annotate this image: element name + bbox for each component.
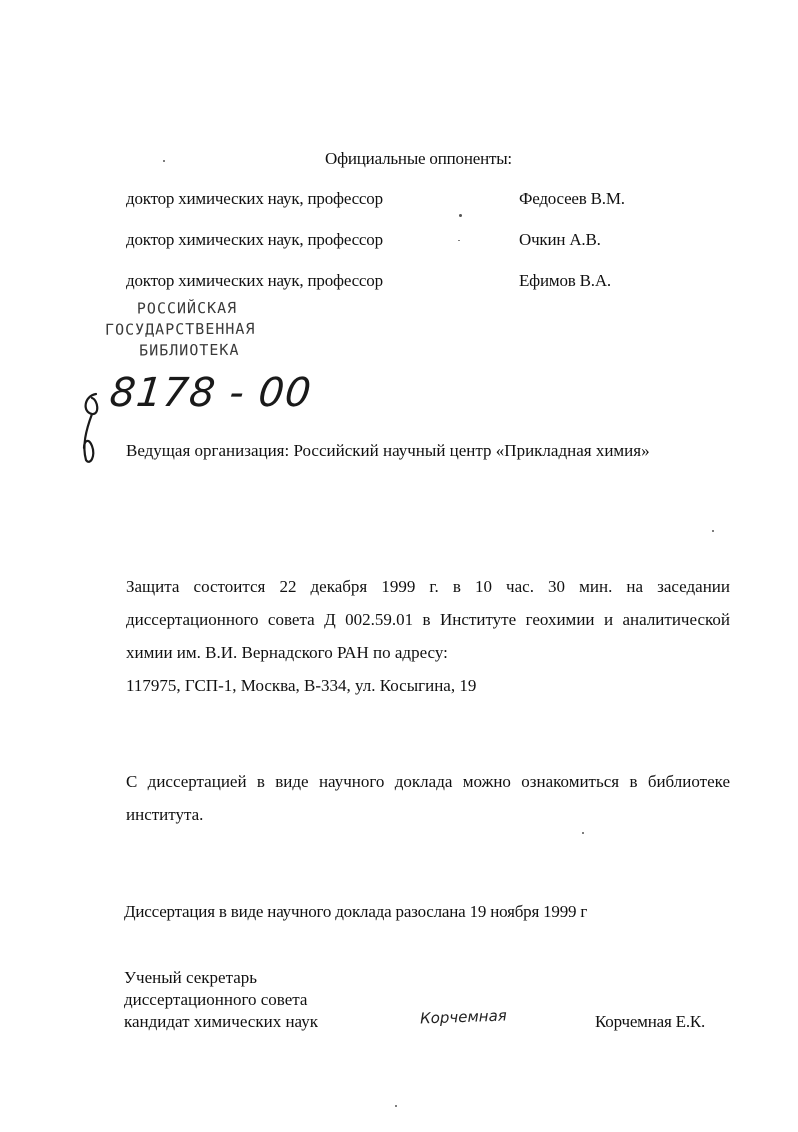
- scan-speck: [459, 214, 462, 217]
- stamp-line: БИБЛИОТЕКА: [139, 340, 240, 360]
- library-stamp: [105, 297, 315, 361]
- scan-speck: [712, 530, 714, 532]
- leading-organization: Ведущая организация: Российский научный центр «Прикладная химия»: [126, 441, 650, 460]
- opponent-name: Очкин А.В.: [519, 230, 601, 249]
- stamp-line: РОССИЙСКАЯ: [136, 298, 238, 318]
- opponent-name: Федосеев В.М.: [519, 189, 625, 208]
- opponent-role: доктор химических наук, профессор: [126, 230, 383, 249]
- secretary-title: Ученый секретарь: [124, 968, 258, 987]
- library-info: С диссертацией в виде научного доклада можно ознакомиться в библиотеке института.: [126, 772, 730, 824]
- scan-speck: [582, 832, 584, 834]
- distribution-line: Диссертация в виде научного доклада разослана 19 ноября 1999 г: [124, 902, 588, 921]
- secretary-degree: кандидат химических наук: [124, 1012, 318, 1031]
- opponent-row: [126, 189, 686, 211]
- defense-text: Защита состоится 22 декабря 1999 г. в 10 час. 30 мин. на заседании диссертационного совета Д 002.59.01 в Институте геохимии и аналитической химии им. В.И. Вернадского РАН по адресу:: [126, 577, 730, 662]
- secretary-block: [124, 967, 318, 1033]
- opponent-role: доктор химических наук, профессор: [126, 271, 383, 290]
- defense-address: 117975, ГСП-1, Москва, В-334, ул. Косыгина, 19: [126, 676, 477, 695]
- scan-speck: [163, 160, 165, 162]
- opponent-row: [126, 230, 686, 252]
- handwritten-signature: Корчемная: [419, 1006, 508, 1028]
- secretary-council: диссертационного совета: [124, 990, 308, 1009]
- defense-paragraph: [126, 570, 730, 702]
- stamp-line: ГОСУДАРСТВЕННАЯ: [104, 319, 256, 339]
- opponents-title: Официальные оппоненты:: [325, 149, 512, 168]
- opponent-role: доктор химических наук, профессор: [126, 189, 383, 208]
- opponent-row: [126, 271, 686, 293]
- handwritten-mark-icon: [78, 390, 104, 466]
- secretary-name: Корчемная Е.К.: [595, 1012, 706, 1031]
- handwritten-number: 8178 - 00: [107, 370, 314, 416]
- scan-speck: [395, 1105, 397, 1107]
- scan-speck: [458, 240, 460, 241]
- opponent-name: Ефимов В.А.: [519, 271, 611, 290]
